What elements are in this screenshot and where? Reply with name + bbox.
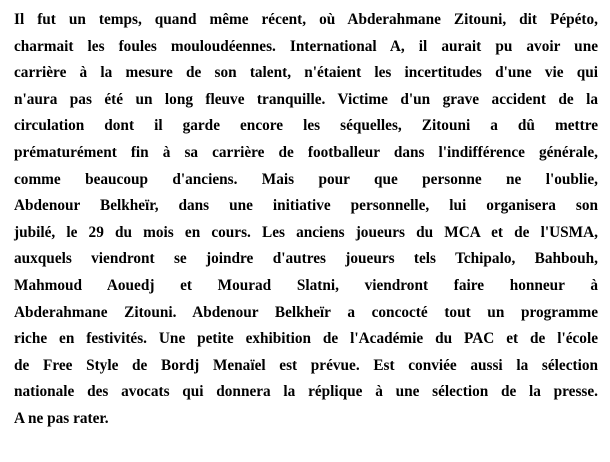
article-line: auxquels viendront se joindre d'autres joueurs tels Tchipalo, Bahbouh,: [14, 250, 598, 268]
article-line: charmait les foules mouloudéennes. International A, il aurait pu avoir une: [14, 37, 598, 55]
article-line: Mahmoud Aouedj et Mourad Slatni, viendront faire honneur à: [14, 276, 598, 294]
article-line-last: A ne pas rater.: [14, 409, 109, 427]
article-line: Abdenour Belkheïr, dans une initiative personnelle, lui organisera son: [14, 197, 598, 215]
article-line: Abderahmane Zitouni. Abdenour Belkheïr a concocté tout un programme: [14, 303, 598, 321]
article-line: comme beaucoup d'anciens. Mais pour que personne ne l'oublie,: [14, 170, 598, 188]
article-body: [14, 7, 598, 433]
article-line: prématurément fin à sa carrière de footballeur dans l'indifférence générale,: [14, 143, 598, 161]
article-line: carrière à la mesure de son talent, n'étaient les incertitudes d'une vie qui: [14, 64, 598, 82]
article-line: de Free Style de Bordj Menaïel est prévue. Est conviée aussi la sélection: [14, 356, 598, 374]
article-line: circulation dont il garde encore les séquelles, Zitouni a dû mettre: [14, 117, 598, 135]
article-line: nationale des avocats qui donnera la réplique à une sélection de la presse.: [14, 383, 598, 401]
article-line: Il fut un temps, quand même récent, où Abderahmane Zitouni, dit Pépéto,: [14, 11, 598, 28]
article-line: riche en festivités. Une petite exhibition de l'Académie du PAC et de l'école: [14, 330, 598, 348]
article-line: n'aura pas été un long fleuve tranquille. Victime d'un grave accident de la: [14, 90, 598, 108]
article-line: jubilé, le 29 du mois en cours. Les anciens joueurs du MCA et de l'USMA,: [14, 223, 598, 241]
